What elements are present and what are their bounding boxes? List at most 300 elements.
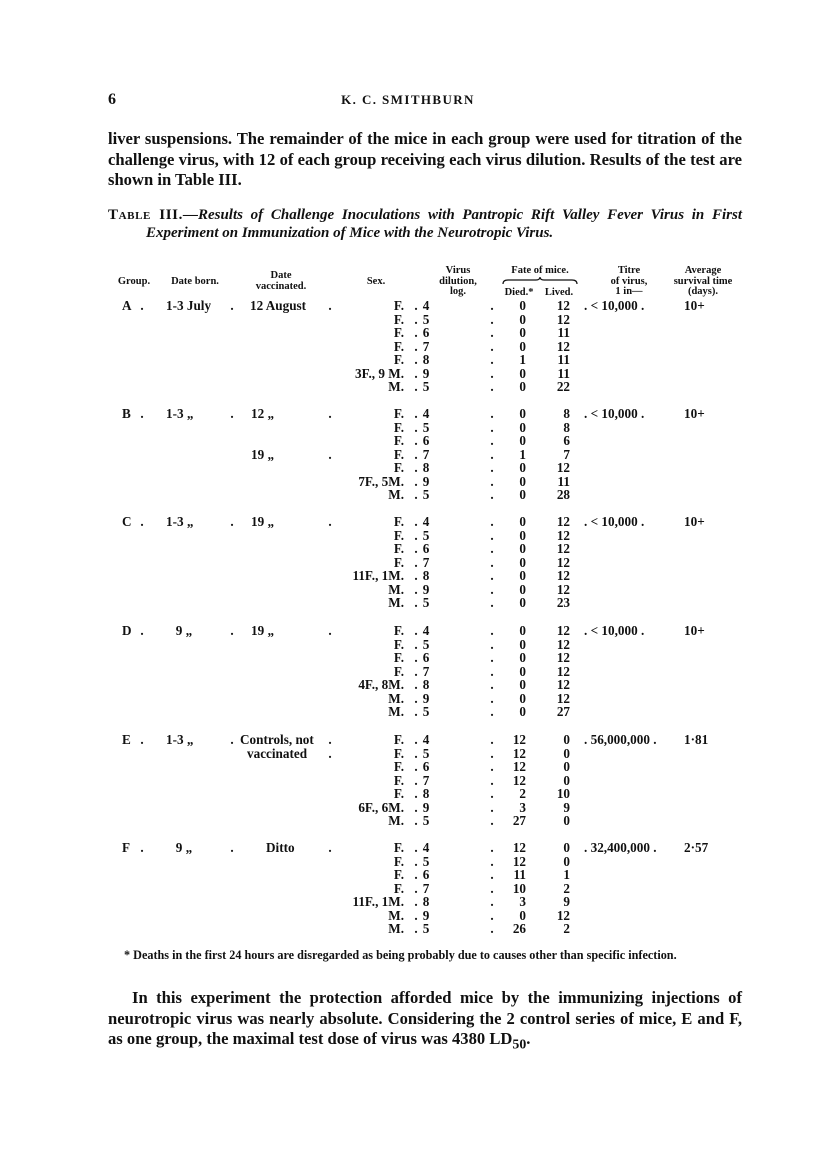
- virus-titre-value: < 10,000: [590, 623, 638, 638]
- leader-dot: .: [490, 541, 494, 556]
- sex: F.: [393, 352, 404, 367]
- sex: F.: [393, 298, 404, 313]
- died-count: 0: [519, 623, 526, 638]
- lived-count: 12: [556, 690, 570, 706]
- lived-count: 12: [556, 650, 570, 665]
- date-born: 1-3 „: [166, 514, 194, 529]
- leader-dot: .: [490, 786, 494, 801]
- leader-dot: .: [490, 446, 494, 462]
- average-survival: 1·81: [684, 732, 709, 747]
- leader-dot: .: [230, 840, 234, 855]
- col-header-date-vaccinated-line1: Date: [270, 270, 292, 281]
- lived-count: 11: [557, 365, 570, 381]
- table-row: [0, 515, 816, 529]
- leader-dot: .: [637, 406, 645, 421]
- table-row: [0, 909, 816, 923]
- table-row: [0, 665, 816, 679]
- lived-count: 12: [556, 636, 570, 652]
- lived-count: 12: [556, 514, 570, 529]
- leader-dot: .: [490, 813, 494, 828]
- leader-dot: .: [414, 677, 418, 692]
- sex: M.: [388, 813, 404, 828]
- col-header-group: Group.: [117, 276, 151, 287]
- table-row: [0, 461, 816, 475]
- sex: F.: [393, 867, 404, 882]
- virus-titre: [584, 515, 674, 529]
- died-count: 0: [519, 487, 526, 502]
- sex: F.: [393, 527, 404, 543]
- died-count: 3: [519, 894, 526, 909]
- leader-dot: .: [414, 406, 418, 421]
- virus-dilution: 5: [422, 636, 430, 652]
- leader-dot: .: [140, 298, 144, 313]
- lived-count: 9: [563, 799, 570, 815]
- leader-dot: .: [490, 338, 494, 354]
- virus-dilution: 8: [422, 352, 430, 367]
- leader-dot: .: [490, 650, 494, 665]
- sex: F.: [393, 406, 404, 421]
- virus-titre: [584, 407, 674, 421]
- leader-dot: .: [230, 732, 234, 747]
- table-row: [0, 299, 816, 313]
- leader-dot: .: [490, 663, 494, 679]
- leader-dot: .: [490, 595, 494, 610]
- lived-count: 12: [556, 298, 570, 313]
- virus-dilution: 9: [422, 581, 430, 597]
- leader-dot: .: [490, 460, 494, 475]
- col-header-lived: Lived.: [544, 287, 574, 298]
- sex: F.: [393, 460, 404, 475]
- leader-dot: .: [414, 581, 418, 597]
- leader-dot: .: [230, 514, 234, 529]
- sex: 7F., 5M.: [358, 473, 404, 489]
- lived-count: 12: [556, 460, 570, 475]
- sex: F.: [393, 840, 404, 855]
- virus-titre-value: < 10,000: [590, 298, 638, 313]
- died-count: 3: [519, 799, 526, 815]
- sex: 11F., 1M.: [352, 894, 404, 909]
- lived-count: 7: [563, 446, 570, 462]
- leader-dot: .: [414, 527, 418, 543]
- leader-dot: .: [414, 663, 418, 679]
- died-count: 0: [519, 650, 526, 665]
- col-header-sex: Sex.: [366, 276, 386, 287]
- table-row: [0, 760, 816, 774]
- virus-dilution: 5: [422, 813, 430, 828]
- table-row: [0, 678, 816, 692]
- died-count: 0: [519, 704, 526, 719]
- date-born: 1-3 July: [166, 298, 212, 313]
- died-count: 12: [512, 853, 526, 869]
- sex: 11F., 1M.: [352, 568, 404, 583]
- leader-dot: .: [490, 419, 494, 435]
- leader-dot: .: [414, 568, 418, 583]
- virus-dilution: 7: [422, 554, 430, 570]
- leader-dot: .: [490, 581, 494, 597]
- virus-dilution: 6: [422, 433, 430, 448]
- died-count: 0: [519, 907, 526, 923]
- date-vaccinated: 12 „: [251, 406, 275, 421]
- leader-dot: .: [328, 623, 332, 638]
- virus-titre: [584, 841, 674, 855]
- table-row: [0, 705, 816, 719]
- table-row: [0, 407, 816, 421]
- sex: F.: [393, 786, 404, 801]
- sex: F.: [393, 759, 404, 774]
- group-label: E: [122, 732, 131, 747]
- leader-dot: .: [649, 840, 657, 855]
- leader-dot: .: [414, 745, 418, 761]
- sex: F.: [393, 554, 404, 570]
- virus-dilution: 4: [422, 298, 430, 313]
- leader-dot: .: [490, 853, 494, 869]
- leader-dot: .: [637, 623, 645, 638]
- lived-count: 23: [556, 595, 570, 610]
- died-count: 12: [512, 840, 526, 855]
- sex: F.: [393, 433, 404, 448]
- died-count: 26: [512, 921, 526, 936]
- virus-dilution: 6: [422, 325, 430, 340]
- table-row: [0, 556, 816, 570]
- sex: F.: [393, 446, 404, 462]
- col-header-titre-line3: 1 in—: [615, 286, 643, 297]
- sex: M.: [388, 487, 404, 502]
- leader-dot: .: [414, 338, 418, 354]
- col-header-virus-dilution-line3: log.: [449, 286, 467, 297]
- lived-count: 12: [556, 663, 570, 679]
- virus-dilution: 6: [422, 541, 430, 556]
- running-head: K. C. SMITHBURN: [341, 92, 475, 107]
- virus-dilution: 7: [422, 772, 430, 788]
- date-vaccinated: Ditto: [266, 840, 295, 855]
- leader-dot: .: [584, 406, 591, 421]
- virus-dilution: 5: [422, 379, 430, 394]
- virus-dilution: 4: [422, 623, 430, 638]
- table-row: [0, 353, 816, 367]
- virus-titre: [584, 299, 674, 313]
- virus-dilution: 6: [422, 650, 430, 665]
- leader-dot: .: [414, 690, 418, 706]
- virus-dilution: 8: [422, 677, 430, 692]
- sex: F.: [393, 636, 404, 652]
- col-header-died: Died.*: [504, 287, 534, 298]
- died-count: 0: [519, 338, 526, 354]
- leader-dot: .: [490, 514, 494, 529]
- leader-dot: .: [328, 514, 332, 529]
- leader-dot: .: [328, 298, 332, 313]
- sex: F.: [393, 514, 404, 529]
- table-row: [0, 448, 816, 462]
- died-count: 27: [512, 813, 526, 828]
- virus-dilution: 7: [422, 663, 430, 679]
- died-count: 1: [519, 352, 526, 367]
- died-count: 12: [512, 772, 526, 788]
- col-header-survival-line1: Average: [684, 265, 722, 276]
- leader-dot: .: [328, 406, 332, 421]
- sex: F.: [393, 311, 404, 327]
- lived-count: 12: [556, 677, 570, 692]
- lived-count: 0: [563, 853, 570, 869]
- leader-dot: .: [490, 690, 494, 706]
- table-row: [0, 922, 816, 936]
- leader-dot: .: [140, 623, 144, 638]
- died-count: 0: [519, 677, 526, 692]
- leader-dot: .: [414, 650, 418, 665]
- virus-dilution: 5: [422, 311, 430, 327]
- leader-dot: .: [584, 623, 591, 638]
- died-count: 0: [519, 379, 526, 394]
- lived-count: 0: [563, 745, 570, 761]
- lived-count: 12: [556, 541, 570, 556]
- lived-count: 2: [563, 880, 570, 896]
- leader-dot: .: [414, 595, 418, 610]
- table-row: [0, 814, 816, 828]
- leader-dot: .: [140, 840, 144, 855]
- lived-count: 0: [563, 772, 570, 788]
- date-born: 9 „: [175, 623, 193, 638]
- col-header-fate: Fate of mice.: [511, 265, 569, 276]
- col-header-survival-line2: survival time: [673, 275, 733, 287]
- leader-dot: .: [414, 799, 418, 815]
- leader-dot: .: [584, 298, 591, 313]
- col-header-virus-dilution-line1: Virus: [445, 265, 471, 276]
- leader-dot: .: [414, 311, 418, 327]
- virus-dilution: 5: [422, 921, 430, 936]
- table-row: [0, 841, 816, 855]
- table-row: [0, 747, 816, 761]
- leader-dot: .: [414, 907, 418, 923]
- leader-dot: .: [328, 840, 332, 855]
- lived-count: 12: [556, 554, 570, 570]
- virus-dilution: 4: [422, 406, 430, 421]
- virus-titre-value: 32,400,000: [590, 840, 650, 855]
- leader-dot: .: [414, 514, 418, 529]
- leader-dot: .: [490, 433, 494, 448]
- date-vaccinated: 19 „: [251, 623, 275, 638]
- leader-dot: .: [490, 352, 494, 367]
- leader-dot: .: [328, 732, 332, 747]
- sex: F.: [393, 541, 404, 556]
- table-row: [0, 380, 816, 394]
- leader-dot: .: [490, 894, 494, 909]
- leader-dot: .: [414, 460, 418, 475]
- group-label: B: [122, 406, 131, 421]
- lived-count: 12: [556, 623, 570, 638]
- virus-dilution: 5: [422, 527, 430, 543]
- lived-count: 6: [563, 433, 570, 448]
- lived-count: 22: [556, 379, 570, 394]
- leader-dot: .: [414, 786, 418, 801]
- sex: M.: [388, 921, 404, 936]
- died-count: 0: [519, 690, 526, 706]
- virus-dilution: 9: [422, 799, 430, 815]
- leader-dot: .: [490, 907, 494, 923]
- virus-dilution: 7: [422, 880, 430, 896]
- died-count: 0: [519, 406, 526, 421]
- virus-dilution: 5: [422, 745, 430, 761]
- table-row: [0, 583, 816, 597]
- leader-dot: .: [414, 379, 418, 394]
- leader-dot: .: [414, 298, 418, 313]
- died-count: 0: [519, 433, 526, 448]
- body-text: In this experiment the protection afforded mice by the immunizing injections of neurotropic virus was nearly absolute. Considering the 2 control series of mice, E and F, as one group, the maximal test dose of virus was 4380 LD: [108, 988, 742, 1048]
- leader-dot: .: [584, 732, 591, 747]
- table-row: [0, 787, 816, 801]
- table-row: [0, 882, 816, 896]
- leader-dot: .: [414, 419, 418, 435]
- table-row: [0, 569, 816, 583]
- died-count: 12: [512, 745, 526, 761]
- virus-dilution: 8: [422, 786, 430, 801]
- leader-dot: .: [414, 880, 418, 896]
- leader-dot: .: [230, 406, 234, 421]
- col-header-virus-dilution-line2: dilution,: [439, 275, 477, 287]
- average-survival: 2·57: [684, 840, 709, 855]
- virus-dilution: 7: [422, 338, 430, 354]
- sex: F.: [393, 772, 404, 788]
- leader-dot: .: [490, 772, 494, 788]
- virus-dilution: 9: [422, 690, 430, 706]
- average-survival: 10+: [684, 298, 705, 313]
- died-count: 0: [519, 311, 526, 327]
- leader-dot: .: [414, 541, 418, 556]
- died-count: 0: [519, 568, 526, 583]
- virus-dilution: 8: [422, 568, 430, 583]
- table-row: [0, 692, 816, 706]
- leader-dot: .: [414, 365, 418, 381]
- lived-count: 10: [556, 786, 570, 801]
- footnote-text: * Deaths in the first 24 hours are disregarded as being probably due to causes other than specific infection.: [124, 948, 677, 962]
- leader-dot: .: [230, 623, 234, 638]
- leader-dot: .: [490, 636, 494, 652]
- virus-dilution: 8: [422, 460, 430, 475]
- leader-dot: .: [414, 921, 418, 936]
- sex: F.: [393, 880, 404, 896]
- group-label: A: [122, 298, 132, 313]
- virus-titre-value: < 10,000: [590, 514, 638, 529]
- leader-dot: .: [490, 880, 494, 896]
- leader-dot: .: [414, 813, 418, 828]
- col-header-titre-line2: of virus,: [610, 275, 648, 287]
- leader-dot: .: [490, 379, 494, 394]
- lived-count: 0: [563, 732, 570, 747]
- table-row: [0, 801, 816, 815]
- died-count: 1: [519, 446, 526, 462]
- died-count: 0: [519, 365, 526, 381]
- leader-dot: .: [414, 554, 418, 570]
- sex: M.: [388, 595, 404, 610]
- died-count: 0: [519, 419, 526, 435]
- lived-count: 11: [557, 473, 570, 489]
- leader-dot: .: [414, 840, 418, 855]
- leader-dot: .: [414, 487, 418, 502]
- table-row: [0, 624, 816, 638]
- table-footnote: [108, 948, 742, 963]
- virus-titre: [584, 733, 674, 747]
- sex: 4F., 8M.: [358, 677, 404, 692]
- table-row: [0, 651, 816, 665]
- sex: F.: [393, 650, 404, 665]
- died-count: 0: [519, 541, 526, 556]
- died-count: 0: [519, 595, 526, 610]
- leader-dot: .: [490, 704, 494, 719]
- virus-dilution: 7: [422, 446, 430, 462]
- table-row: [0, 434, 816, 448]
- sex: 3F., 9 M.: [355, 365, 404, 381]
- lived-count: 12: [556, 338, 570, 354]
- table-row: [0, 313, 816, 327]
- leader-dot: .: [328, 745, 332, 761]
- table-row: [0, 774, 816, 788]
- leader-dot: .: [414, 867, 418, 882]
- leader-dot: .: [584, 840, 591, 855]
- leader-dot: .: [490, 473, 494, 489]
- date-born: 1-3 „: [166, 732, 194, 747]
- died-count: 0: [519, 636, 526, 652]
- group-label: C: [122, 514, 132, 529]
- virus-dilution: 9: [422, 907, 430, 923]
- sex: F.: [393, 325, 404, 340]
- table-row: [0, 895, 816, 909]
- leader-dot: .: [490, 568, 494, 583]
- died-count: 10: [512, 880, 526, 896]
- leader-dot: .: [414, 759, 418, 774]
- group-label: D: [122, 623, 132, 638]
- date-born: 9 „: [175, 840, 193, 855]
- virus-dilution: 6: [422, 867, 430, 882]
- table-row: [0, 488, 816, 502]
- sex: F.: [393, 745, 404, 761]
- table-row: [0, 733, 816, 747]
- table-row: [0, 421, 816, 435]
- died-count: 0: [519, 298, 526, 313]
- table-row: [0, 475, 816, 489]
- lived-count: 12: [556, 311, 570, 327]
- leader-dot: .: [490, 487, 494, 502]
- leader-dot: .: [637, 298, 645, 313]
- date-vaccinated: 19 „: [251, 446, 275, 462]
- died-count: 11: [513, 867, 526, 882]
- leader-dot: .: [490, 554, 494, 570]
- leader-dot: .: [490, 527, 494, 543]
- lived-count: 8: [563, 406, 570, 421]
- virus-dilution: 4: [422, 732, 430, 747]
- leader-dot: .: [490, 799, 494, 815]
- leader-dot: .: [414, 623, 418, 638]
- ld-subscript: 50: [512, 1036, 527, 1052]
- table-row: [0, 638, 816, 652]
- leader-dot: .: [490, 732, 494, 747]
- died-count: 0: [519, 554, 526, 570]
- virus-titre-value: 56,000,000: [590, 732, 650, 747]
- lived-count: 0: [563, 813, 570, 828]
- leader-dot: .: [140, 514, 144, 529]
- body-paragraph: [108, 988, 742, 1055]
- table-row: [0, 596, 816, 610]
- date-vaccinated: 12 August: [250, 298, 307, 313]
- leader-dot: .: [490, 677, 494, 692]
- group-label: F: [122, 840, 131, 855]
- table-row: [0, 340, 816, 354]
- sex: F.: [393, 853, 404, 869]
- col-header-date-vaccinated-line2: vaccinated.: [255, 280, 307, 292]
- died-count: 12: [512, 732, 526, 747]
- table-caption-text: —Results of Challenge Inoculations with Pantropic Rift Valley Fever Virus in First Experiment on Immunization of Mice with the Neurotropic Virus.: [146, 207, 742, 241]
- lived-count: 28: [556, 487, 570, 502]
- lived-count: 0: [563, 759, 570, 774]
- lived-count: 2: [563, 921, 570, 936]
- table-row: [0, 529, 816, 543]
